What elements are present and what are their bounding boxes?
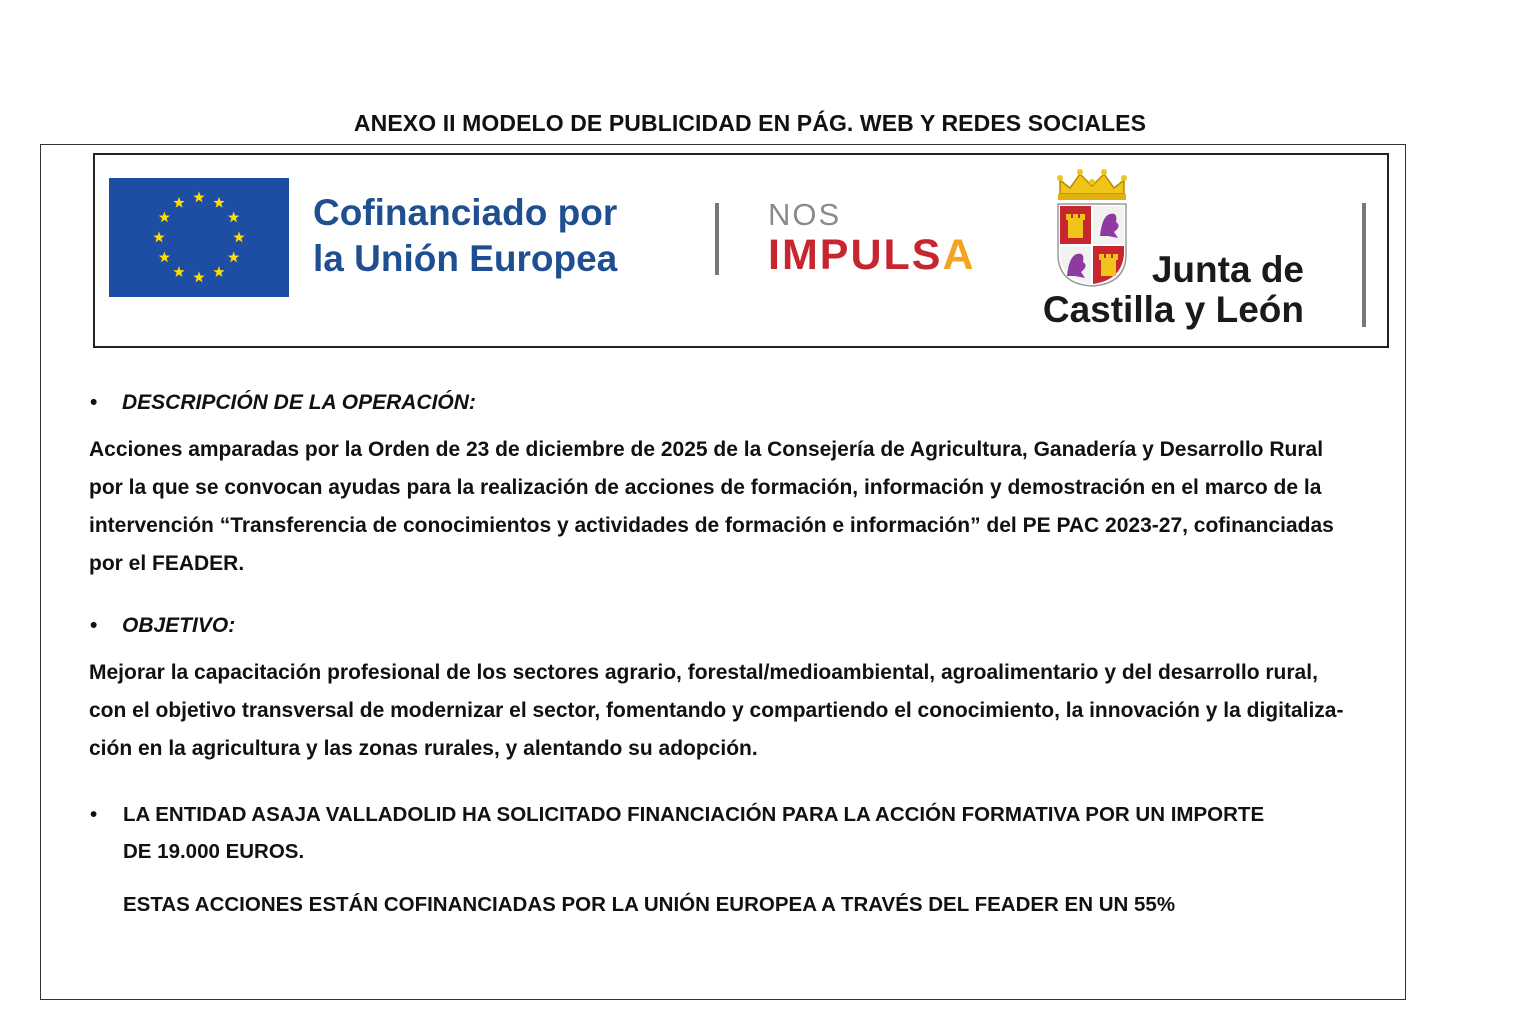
eu-cofinanced-text bbox=[313, 190, 617, 282]
paragraph-line: por la que se convocan ayudas para la realización de acciones de formación, información y demostración en el marco de la bbox=[89, 476, 1322, 499]
eu-flag-logo bbox=[109, 178, 289, 297]
eu-text-line2: la Unión Europea bbox=[313, 238, 618, 279]
paragraph-line: por el FEADER. bbox=[89, 552, 245, 575]
objective-heading-text: OBJETIVO: bbox=[122, 614, 236, 637]
funding-line: LA ENTIDAD ASAJA VALLADOLID HA SOLICITADO FINANCIACIÓN PARA LA ACCIÓN FORMATIVA POR UN IMPORTE bbox=[123, 803, 1265, 826]
page-title: ANEXO II MODELO DE PUBLICIDAD EN PÁG. WEB Y REDES SOCIALES bbox=[353, 110, 1147, 136]
paragraph-line: Acciones amparadas por la Orden de 23 de diciembre de 2025 de la Consejería de Agricultura, Ganadería y Desarrollo Rural bbox=[89, 438, 1324, 461]
objective-paragraph bbox=[89, 654, 1439, 768]
nos-text: NOS bbox=[768, 197, 842, 232]
junta-text-line1: Junta de bbox=[1151, 249, 1304, 290]
bullet: • bbox=[90, 803, 98, 826]
description-paragraph bbox=[89, 431, 1439, 583]
paragraph-line: con el objetivo transversal de modernizar el sector, fomentando y compartiendo el conocimiento, la innovación y la digitaliza- bbox=[89, 699, 1344, 722]
cofinancing-statement: ESTAS ACCIONES ESTÁN COFINANCIADAS POR LA UNIÓN EUROPEA A TRAVÉS DEL FEADER EN UN 55% bbox=[123, 893, 1176, 916]
paragraph-line: ción en la agricultura y las zonas rurales, y alentando su adopción. bbox=[89, 737, 758, 760]
funding-lines bbox=[123, 796, 1264, 870]
impulsa-text: IMPULS bbox=[768, 231, 943, 279]
impulsa-last-letter: A bbox=[942, 231, 976, 279]
junta-castilla-leon-text bbox=[1034, 250, 1304, 330]
bullet: • bbox=[90, 391, 98, 414]
logo-divider bbox=[715, 203, 719, 275]
funding-line: DE 19.000 EUROS. bbox=[123, 840, 305, 863]
paragraph-line: intervención “Transferencia de conocimientos y actividades de formación e información” del PE PAC 2023-27, cofinanciadas bbox=[89, 514, 1334, 537]
logo-divider-right bbox=[1362, 203, 1366, 327]
eu-text-line1: Cofinanciado por bbox=[313, 192, 618, 233]
description-heading-text: DESCRIPCIÓN DE LA OPERACIÓN: bbox=[122, 391, 476, 414]
junta-text-line2: Castilla y León bbox=[1042, 289, 1304, 330]
bullet: • bbox=[90, 614, 98, 637]
impulsa-logo bbox=[768, 231, 976, 280]
paragraph-line: Mejorar la capacitación profesional de los sectores agrario, forestal/medioambiental, agroalimentario y del desarrollo rural, bbox=[89, 661, 1318, 684]
